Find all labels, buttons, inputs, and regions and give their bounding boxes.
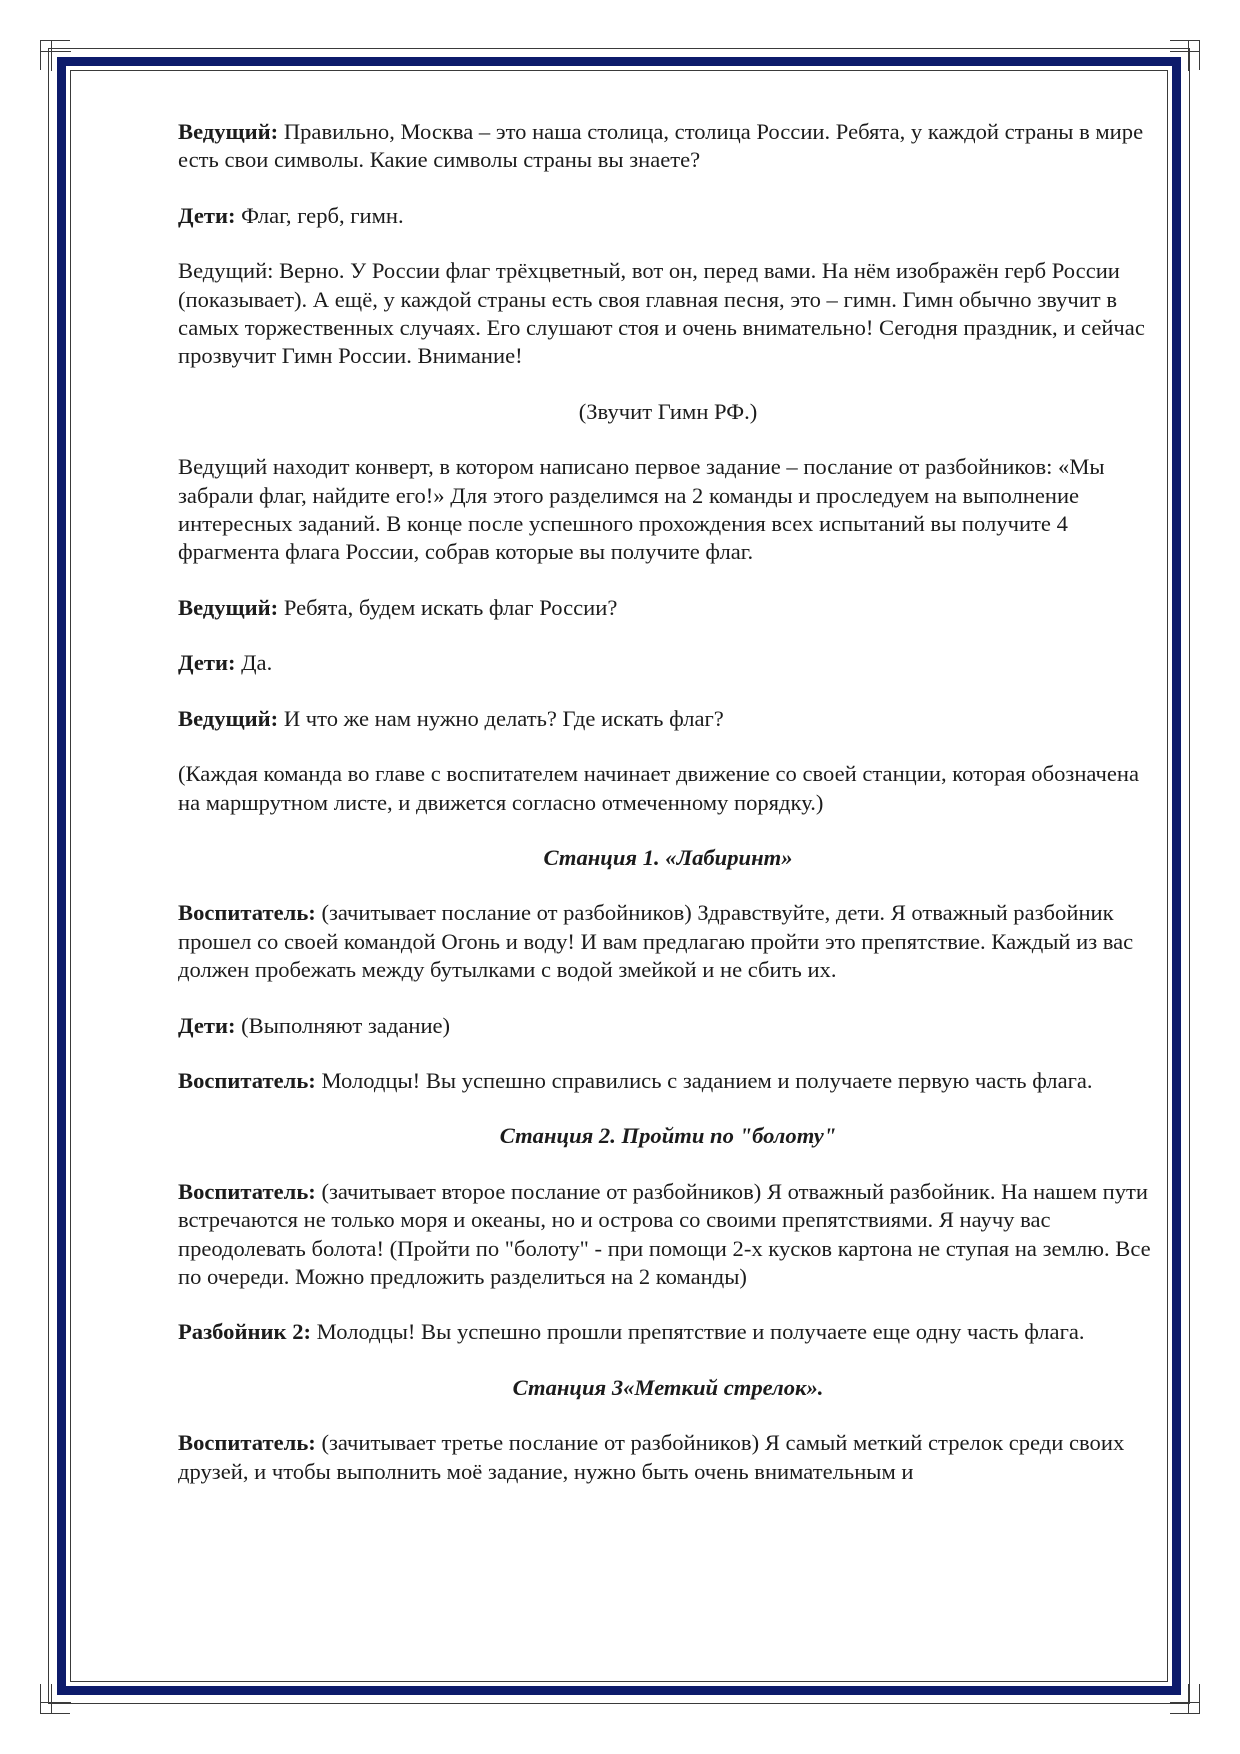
speaker-label: Разбойник 2: xyxy=(178,1319,312,1345)
paragraph-children-yes xyxy=(178,649,1158,677)
paragraph-teacher-station-2 xyxy=(178,1178,1158,1292)
paragraph-children-perform xyxy=(178,1012,1158,1040)
paragraph-text: Молодцы! Вы успешно справились с заданием и получаете первую часть флага. xyxy=(315,1067,1093,1093)
paragraph-text: (зачитывает третье послание от разбойников) Я самый меткий стрелок среди своих друзей, и чтобы выполнить моё задание, нужно быть очень внимательным и xyxy=(178,1430,1125,1484)
paragraph-text: (Выполняют задание) xyxy=(235,1012,451,1038)
paragraph-text: (зачитывает послание от разбойников) Здравствуйте, дети. Я отважный разбойник прошел со своей командой Огонь и воду! И вам предлагаю пройти это препятствие. Каждый из вас должен пробежать между бутылками с водой змейкой и не сбить их. xyxy=(178,900,1134,983)
paragraph-teacher-station-3 xyxy=(178,1429,1158,1486)
station-2-heading: Станция 2. Пройти по "болоту" xyxy=(499,1123,837,1149)
document-body xyxy=(178,118,1158,1486)
speaker-label: Дети: xyxy=(178,202,236,228)
speaker-label: Ведущий: xyxy=(178,705,279,731)
paragraph-text: Да. xyxy=(235,650,273,676)
speaker-label: Воспитатель: xyxy=(178,1178,316,1204)
station-3-heading: Станция 3«Меткий стрелок». xyxy=(512,1374,824,1400)
paragraph-text: (зачитывает второе послание от разбойников) Я отважный разбойник. На нашем пути встречаются не только моря и океаны, но и острова со своими препятствиями. Я научу вас преодолевать болота! (Пройти по "болоту" - при помощи 2-х кусков картона не ступая на землю. Все по очереди. Можно предложить разделиться на 2 команды) xyxy=(178,1178,1151,1289)
speaker-label: Дети: xyxy=(178,1012,236,1038)
paragraph-robber-2 xyxy=(178,1318,1158,1346)
paragraph-presenter-search-flag xyxy=(178,594,1158,622)
speaker-label: Воспитатель: xyxy=(178,1067,316,1093)
paragraph-presenter-anthem: Ведущий: Верно. У России флаг трёхцветный, вот он, перед вами. На нём изображён герб России (показывает). А ещё, у каждой страны есть своя главная песня, это – гимн. Гимн обычно звучит в самых торжественных случаях. Его слушают стоя и очень внимательно! Сегодня праздник, и сейчас прозвучит Гимн России. Внимание! xyxy=(178,258,1145,369)
paragraph-text: И что же нам нужно делать? Где искать флаг? xyxy=(278,705,724,731)
speaker-label: Ведущий: xyxy=(178,594,279,620)
paragraph-presenter-what-to-do xyxy=(178,705,1158,733)
paragraph-text: Флаг, герб, гимн. xyxy=(235,202,404,228)
paragraph-text: Правильно, Москва – это наша столица, столица России. Ребята, у каждой страны в мире есть свои символы. Какие символы страны вы знаете? xyxy=(178,119,1144,173)
paragraph-text: Молодцы! Вы успешно прошли препятствие и получаете еще одну часть флага. xyxy=(311,1319,1085,1345)
paragraph-teacher-first-part xyxy=(178,1067,1158,1095)
speaker-label: Дети: xyxy=(178,650,236,676)
speaker-label: Ведущий: xyxy=(178,119,279,144)
paragraph-envelope-task: Ведущий находит конверт, в котором написано первое задание – послание от разбойников: «Мы забрали флаг, найдите его!» Для этого разделимся на 2 команды и проследуем на выполнение интересных заданий. В конце после успешного прохождения всех испытаний вы получите 4 фрагмента флага России, собрав которые вы получите флаг. xyxy=(178,454,1105,565)
speaker-label: Воспитатель: xyxy=(178,1430,316,1456)
paragraph-children-symbols xyxy=(178,202,1158,230)
stage-direction-anthem: (Звучит Гимн РФ.) xyxy=(578,398,758,424)
station-1-heading: Станция 1. «Лабиринт» xyxy=(543,844,793,870)
paragraph-presenter-moscow xyxy=(178,118,1158,175)
paragraph-teacher-station-1 xyxy=(178,899,1158,984)
speaker-label: Воспитатель: xyxy=(178,900,316,926)
stage-direction-teams: (Каждая команда во главе с воспитателем начинает движение со своей станции, которая обозначена на маршрутном листе, и движется согласно отмеченному порядку.) xyxy=(178,761,1140,815)
paragraph-text: Ребята, будем искать флаг России? xyxy=(278,594,618,620)
